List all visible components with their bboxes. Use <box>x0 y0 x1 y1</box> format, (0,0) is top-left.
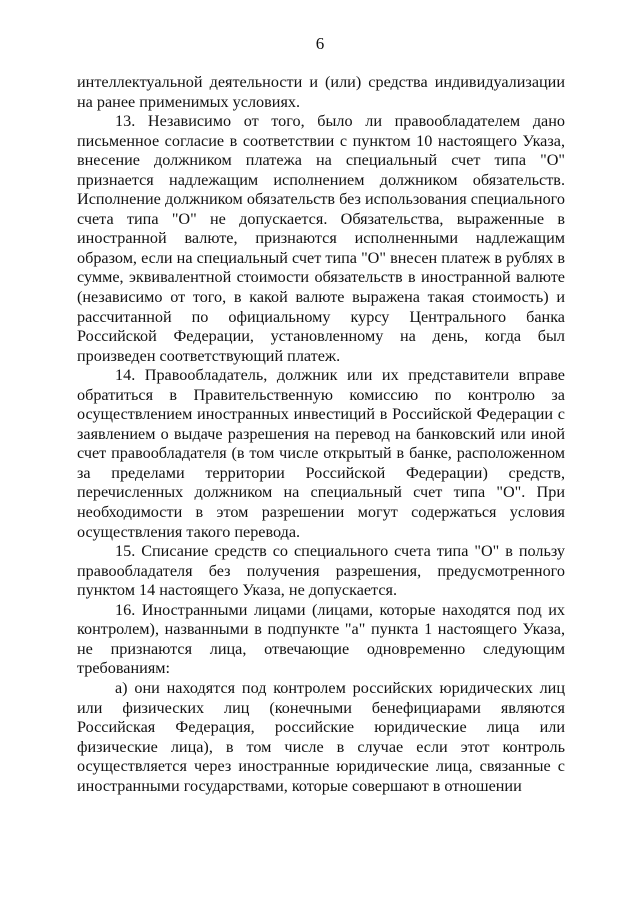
paragraph-16-a: а) они находятся под контролем российских юридических лиц или физических лиц (конечными бенефициарами являются Российская Федерация, российские юридические лица или физические лица), в том числе в случае если этот контроль осуществляется через иностранные юридические лица, связанные с иностранными государствами, которые совершают в отношении <box>77 678 565 795</box>
paragraph-14: 14. Правообладатель, должник или их представители вправе обратиться в Правительственную комиссию по контролю за осуществлением иностранных инвестиций в Российской Федерации с заявлением о выдаче разрешения на перевод на банковский или иной счет правообладателя (в том числе открытый в банке, расположенном за пределами территории Российской Федерации) средств, перечисленных должником на специальный счет типа "О". При необходимости в этом разрешении могут содержаться условия осуществления такого перевода. <box>77 366 565 541</box>
paragraph-continuation: интеллектуальной деятельности и (или) средства индивидуализации на ранее применимых условиях. <box>77 73 565 111</box>
document-body <box>77 73 565 796</box>
page-number: 6 <box>315 34 325 53</box>
paragraph-16: 16. Иностранными лицами (лицами, которые находятся под их контролем), названными в подпункте "а" пункта 1 настоящего Указа, не признаются лица, отвечающие одновременно следующим требованиям: <box>77 600 565 678</box>
paragraph-15: 15. Списание средств со специального счета типа "О" в пользу правообладателя без получения разрешения, предусмотренного пунктом 14 настоящего Указа, не допускается. <box>77 542 565 600</box>
paragraph-13: 13. Независимо от того, было ли правообладателем дано письменное согласие в соответствии с пунктом 10 настоящего Указа, внесение должником платежа на специальный счет типа "О" признается надлежащим исполнением должником обязательств. Исполнение должником обязательств без использования специального счета типа "О" не допускается. Обязательства, выраженные в иностранной валюте, признаются исполненными надлежащим образом, если на специальный счет типа "О" внесен платеж в рублях в сумме, эквивалентной стоимости обязательств в иностранной валюте (независимо от того, в какой валюте выражена такая стоимость) и рассчитанной по официальному курсу Центрального банка Российской Федерации, установленному на день, когда был произведен соответствующий платеж. <box>77 112 565 365</box>
